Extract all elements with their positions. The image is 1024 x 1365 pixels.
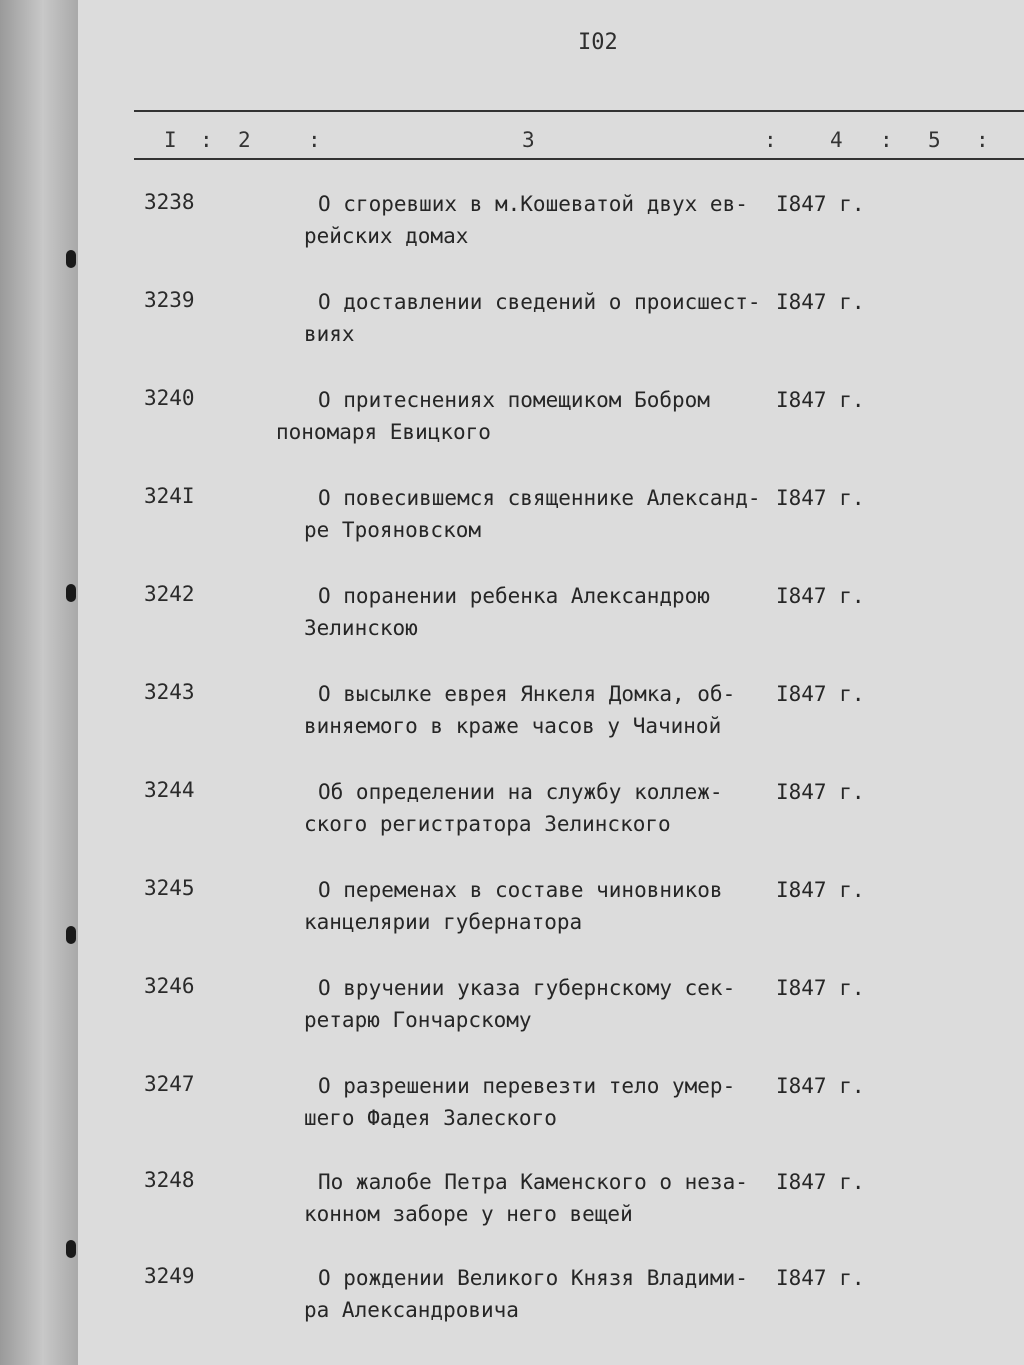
binding-hole <box>66 584 76 602</box>
column-header-4: 4 <box>830 128 843 152</box>
entry-title: О сгоревших в м.Кошеватой двух ев- <box>318 192 748 216</box>
page-binding-margin <box>0 0 78 1365</box>
list-item <box>78 1264 1024 1334</box>
list-item <box>78 484 1024 554</box>
entry-date: I847 г. <box>776 290 865 314</box>
entry-date: I847 г. <box>776 584 865 608</box>
entry-title: О поранении ребенка Александрою <box>318 584 710 608</box>
list-item <box>78 582 1024 652</box>
document-page <box>78 0 1024 1365</box>
column-separator: : <box>200 128 213 152</box>
list-item <box>78 190 1024 260</box>
column-header-1: I <box>164 128 177 152</box>
list-item <box>78 680 1024 750</box>
list-item <box>78 1072 1024 1142</box>
entry-title: О высылке еврея Янкеля Домка, об- <box>318 682 736 706</box>
entry-title: О повесившемся священнике Александ- <box>318 486 761 510</box>
entry-title-continuation: шего Фадея Залеского <box>304 1106 557 1130</box>
entry-title: Об определении на службу коллеж- <box>318 780 723 804</box>
binding-hole <box>66 926 76 944</box>
entry-title-continuation: пономаря Евицкого <box>276 420 491 444</box>
entry-date: I847 г. <box>776 682 865 706</box>
header-bottom-rule <box>134 158 1024 160</box>
entry-title-continuation: ре Трояновском <box>304 518 482 542</box>
entry-date: I847 г. <box>776 780 865 804</box>
column-header-5: 5 <box>928 128 941 152</box>
entry-title: О доставлении сведений о происшест- <box>318 290 761 314</box>
entry-title-continuation: Зелинскою <box>304 616 418 640</box>
entry-date: I847 г. <box>776 1074 865 1098</box>
entry-date: I847 г. <box>776 878 865 902</box>
entry-title: По жалобе Петра Каменского о неза- <box>318 1170 748 1194</box>
entry-title-continuation: конном заборе у него вещей <box>304 1202 633 1226</box>
list-item <box>78 386 1024 456</box>
column-separator: : <box>976 128 989 152</box>
entry-number: 3243 <box>144 680 195 704</box>
entry-number: 3240 <box>144 386 195 410</box>
entry-title: О рождении Великого Князя Владими- <box>318 1266 748 1290</box>
entry-title-continuation: виях <box>304 322 355 346</box>
entry-number: 3242 <box>144 582 195 606</box>
entry-date: I847 г. <box>776 976 865 1000</box>
list-item <box>78 778 1024 848</box>
list-item <box>78 876 1024 946</box>
column-header-3: 3 <box>522 128 535 152</box>
entry-title-continuation: ра Александровича <box>304 1298 519 1322</box>
list-item <box>78 1168 1024 1238</box>
header-top-rule <box>134 110 1024 112</box>
entry-number: 3244 <box>144 778 195 802</box>
list-item <box>78 288 1024 358</box>
entry-number: 3245 <box>144 876 195 900</box>
entry-title: О притеснениях помещиком Бобром <box>318 388 710 412</box>
entry-title: О разрешении перевезти тело умер- <box>318 1074 736 1098</box>
binding-hole <box>66 250 76 268</box>
column-header-2: 2 <box>238 128 251 152</box>
entry-number: 324I <box>144 484 195 508</box>
entry-title: О вручении указа губернскому сек- <box>318 976 736 1000</box>
entry-title: О переменах в составе чиновников <box>318 878 723 902</box>
entry-number: 3246 <box>144 974 195 998</box>
column-separator: : <box>880 128 893 152</box>
entry-title-continuation: канцелярии губернатора <box>304 910 583 934</box>
entry-number: 3248 <box>144 1168 195 1192</box>
entry-title-continuation: виняемого в краже часов у Чачиной <box>304 714 722 738</box>
entry-date: I847 г. <box>776 388 865 412</box>
entry-date: I847 г. <box>776 192 865 216</box>
column-separator: : <box>308 128 321 152</box>
entry-number: 3249 <box>144 1264 195 1288</box>
column-separator: : <box>764 128 777 152</box>
entry-number: 3239 <box>144 288 195 312</box>
entry-number: 3238 <box>144 190 195 214</box>
entry-title-continuation: ретарю Гончарскому <box>304 1008 532 1032</box>
binding-hole <box>66 1240 76 1258</box>
entry-date: I847 г. <box>776 1170 865 1194</box>
entry-number: 3247 <box>144 1072 195 1096</box>
entry-title-continuation: ского регистратора Зелинского <box>304 812 671 836</box>
page-number: I02 <box>578 30 618 55</box>
entry-title-continuation: рейских домах <box>304 224 469 248</box>
list-item <box>78 974 1024 1044</box>
entry-date: I847 г. <box>776 1266 865 1290</box>
entry-date: I847 г. <box>776 486 865 510</box>
